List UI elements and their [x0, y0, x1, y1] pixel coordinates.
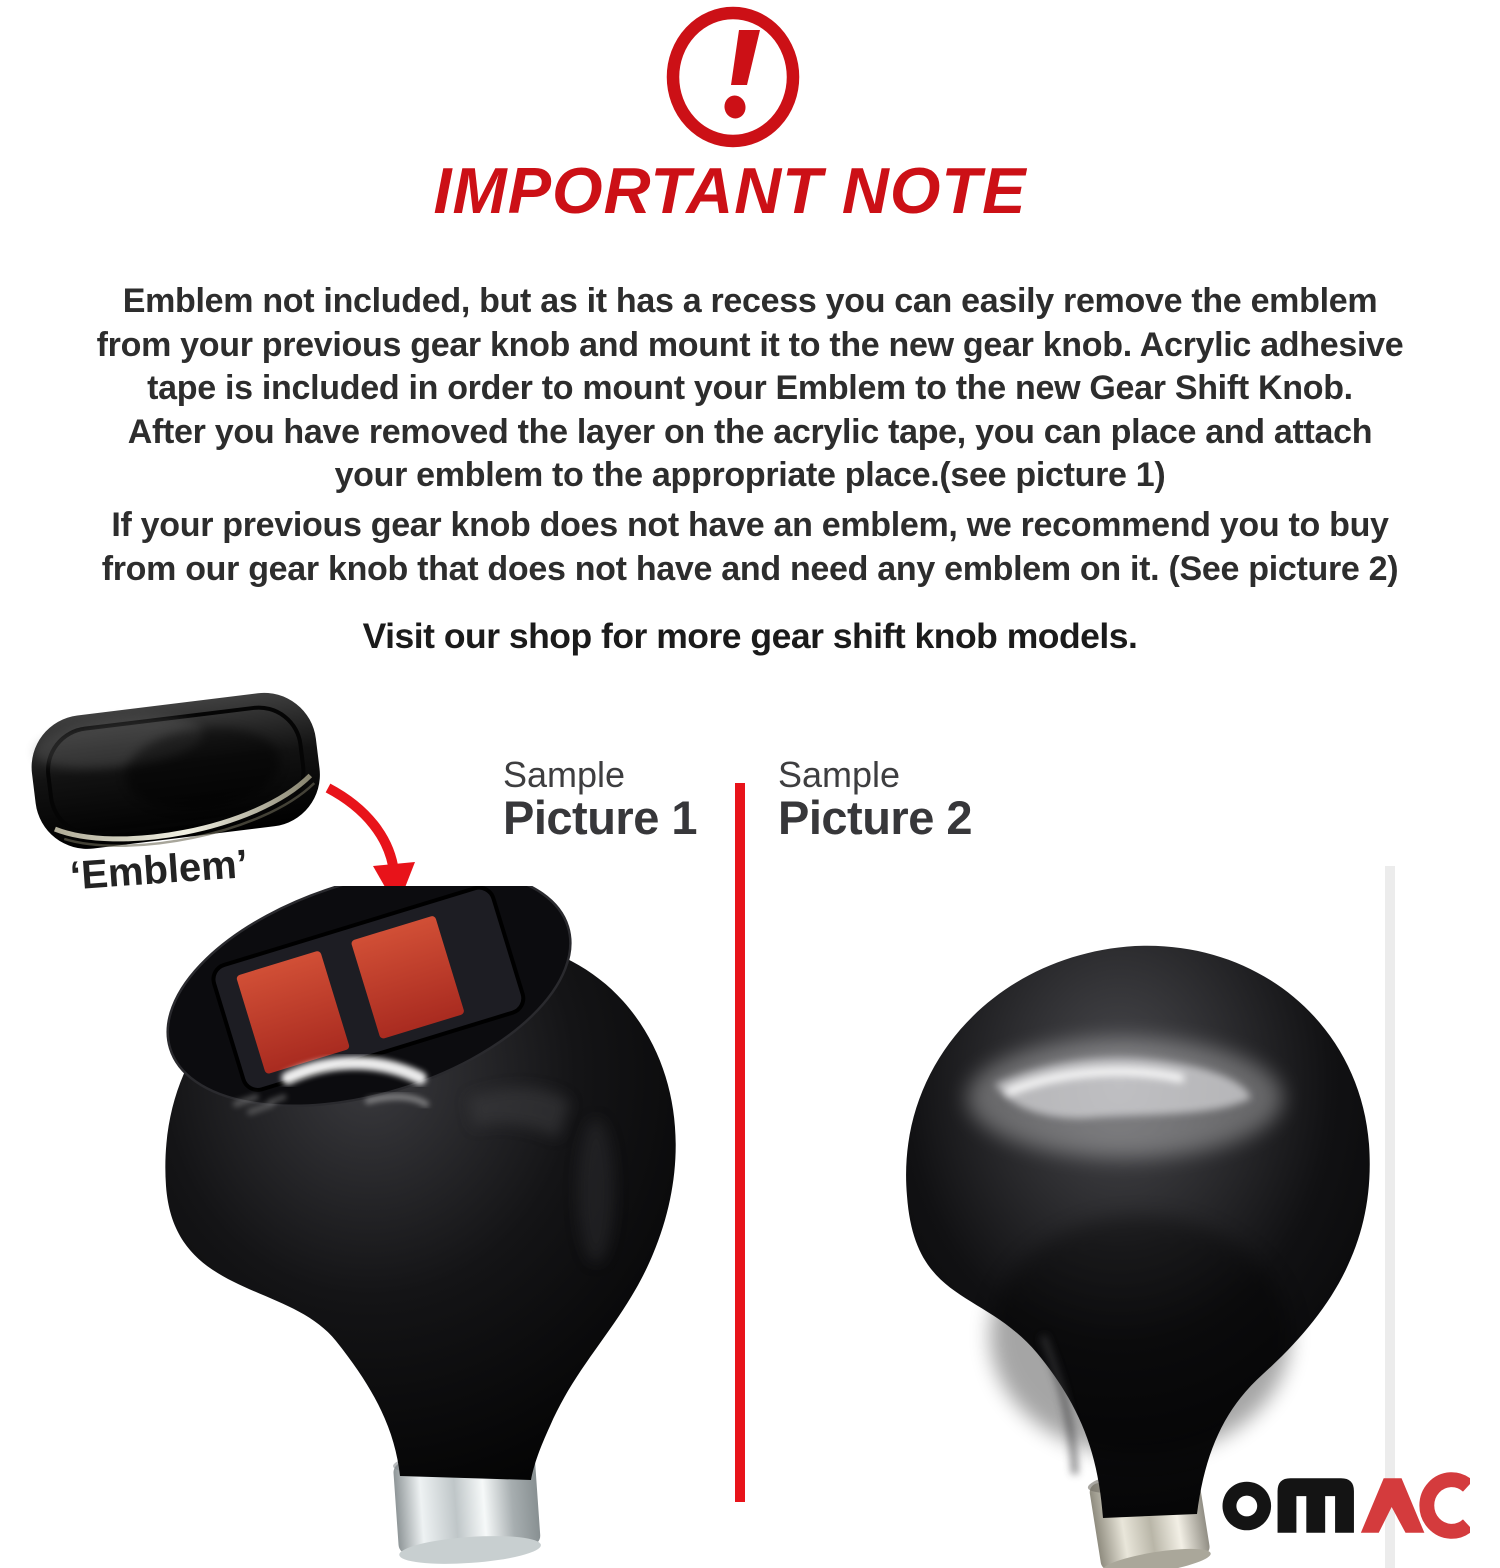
- picture-1-knob-photo: [138, 886, 683, 1566]
- picture-1-title: Picture 1: [503, 791, 698, 844]
- note-line: from your previous gear knob and mount it to the new gear knob. Acrylic adhesive: [96, 325, 1404, 364]
- sample-kicker: Sample: [778, 754, 901, 795]
- note-line: your emblem to the appropriate place.(see picture 1): [334, 456, 1166, 494]
- note-paragraph-1: [0, 280, 1500, 498]
- exclamation-circle-icon: [663, 4, 803, 150]
- note-paragraph-2: [0, 504, 1500, 591]
- red-divider-line: [735, 783, 745, 1502]
- note-line: If your previous gear knob does not have an emblem, we recommend you to buy: [111, 506, 1389, 544]
- emblem-photo: [15, 688, 335, 858]
- sample-picture-2-label: [778, 756, 972, 842]
- emblem-caption: ‘Emblem’: [68, 842, 250, 899]
- picture-2-title: Picture 2: [778, 791, 973, 844]
- picture-2-knob-photo: [795, 866, 1395, 1568]
- note-line: from our gear knob that does not have and need any emblem on it. (See picture 2): [101, 549, 1399, 588]
- logo-letter-c: [1427, 1480, 1468, 1532]
- note-line: After you have removed the layer on the acrylic tape, you can place and attach: [127, 412, 1373, 451]
- page-title: IMPORTANT NOTE: [433, 154, 1027, 227]
- note-line: tape is included in order to mount your Emblem to the new Gear Shift Knob.: [147, 369, 1353, 407]
- logo-letter-a: [1361, 1478, 1424, 1533]
- omac-logo: [1222, 1470, 1470, 1540]
- sample-picture-1-label: [503, 756, 697, 842]
- shop-cta-text: Visit our shop for more gear shift knob models.: [362, 616, 1138, 656]
- sample-kicker: Sample: [503, 754, 626, 795]
- logo-letter-o: [1222, 1482, 1271, 1531]
- note-line: Emblem not included, but as it has a recess you can easily remove the emblem: [122, 282, 1378, 320]
- logo-letter-m: [1278, 1478, 1354, 1533]
